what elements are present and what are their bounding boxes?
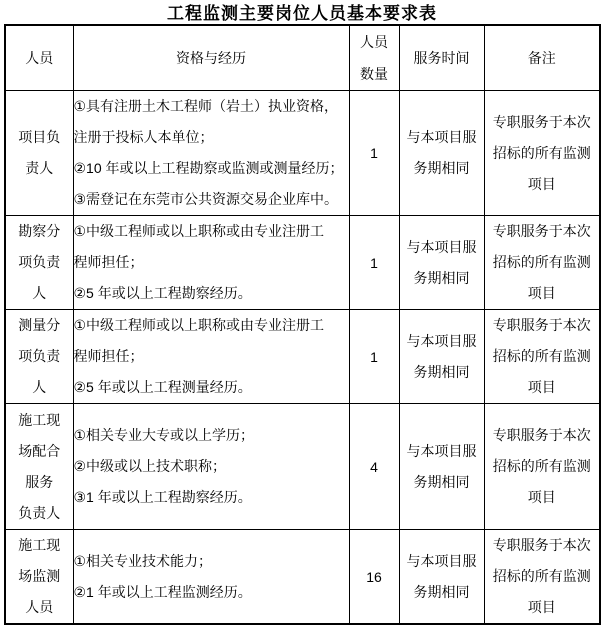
- cell-text-line: 务期相同: [413, 269, 470, 286]
- cell-text-line: 与本项目服: [406, 552, 477, 569]
- cell-text-line: 务期相同: [413, 473, 470, 490]
- note-cell: [484, 216, 600, 310]
- cell-text-line: 负责人: [18, 504, 61, 521]
- cell-text-line: ①具有注册土木工程师（岩土）执业资格，: [73, 98, 339, 114]
- person-cell: [5, 91, 73, 216]
- note-cell: [484, 91, 600, 216]
- qualifications-cell: [73, 216, 349, 310]
- count-cell: 4: [349, 404, 399, 530]
- cell-text-line: ③需登记在东莞市公共资源交易企业库中。: [73, 191, 339, 207]
- count-cell: 1: [349, 310, 399, 404]
- header-note: 备注: [484, 25, 600, 91]
- person-cell: [5, 404, 73, 530]
- cell-text-line: 人员: [25, 599, 54, 615]
- cell-text-line: 场监测: [18, 568, 61, 584]
- cell-text-line: 与本项目服: [406, 332, 477, 349]
- cell-text-line: 项目: [527, 175, 556, 192]
- cell-text-line: 务期相同: [413, 583, 470, 600]
- header-count: [349, 25, 399, 91]
- cell-text-line: ①中级工程师或以上职称或由专业注册工: [73, 317, 325, 333]
- service-time-cell: [399, 216, 484, 310]
- page-title: 工程监测主要岗位人员基本要求表: [167, 4, 437, 23]
- table-header-row: [5, 25, 600, 91]
- cell-text-line: 人: [32, 379, 47, 395]
- qualifications-cell: [73, 91, 349, 216]
- cell-text-line: 专职服务于本次: [492, 223, 591, 239]
- header-service-time: 服务时间: [399, 25, 484, 91]
- cell-text-line: 专职服务于本次: [492, 113, 591, 130]
- qualifications-cell: [73, 404, 349, 530]
- cell-text-line: ③1 年或以上工程勘察经历。: [73, 489, 252, 505]
- service-time-cell: [399, 404, 484, 530]
- cell-text-line: 人: [32, 285, 47, 301]
- cell-text-line: 数量: [360, 66, 388, 82]
- cell-text-line: 专职服务于本次: [492, 427, 591, 443]
- cell-text-line: 程师担任；: [73, 348, 144, 364]
- person-cell: [5, 216, 73, 310]
- note-cell: [484, 404, 600, 530]
- cell-text-line: 注册于投标人本单位；: [73, 129, 214, 145]
- cell-text-line: 人员: [360, 34, 388, 50]
- cell-text-line: 招标的所有监测: [492, 254, 591, 270]
- person-cell: [5, 530, 73, 625]
- cell-text-line: 施工现: [18, 411, 61, 428]
- cell-text-line: 场配合: [18, 442, 61, 459]
- cell-text-line: 程师担任；: [73, 254, 144, 270]
- cell-text-line: ②5 年或以上工程测量经历。: [73, 379, 252, 395]
- cell-text-line: 项目: [527, 379, 556, 395]
- cell-text-line: ②1 年或以上工程监测经历。: [73, 583, 252, 600]
- cell-text-line: 招标的所有监测: [492, 458, 591, 474]
- count-cell: 1: [349, 91, 399, 216]
- cell-text-line: 招标的所有监测: [492, 568, 591, 584]
- table-row-survey-sub-leader: [5, 216, 600, 310]
- cell-text-line: 责人: [25, 160, 54, 176]
- cell-text-line: ①相关专业大专或以上学历；: [73, 427, 255, 443]
- table-row-site-monitor-staff: [5, 530, 600, 625]
- header-qualifications: 资格与经历: [73, 25, 349, 91]
- cell-text-line: 与本项目服: [406, 238, 477, 255]
- cell-text-line: ②中级或以上技术职称；: [73, 458, 227, 474]
- cell-text-line: ①中级工程师或以上职称或由专业注册工: [73, 223, 325, 239]
- count-cell: 1: [349, 216, 399, 310]
- table-row-measure-sub-leader: [5, 310, 600, 404]
- cell-text-line: 测量分: [18, 317, 61, 333]
- cell-text-line: 项负责: [18, 348, 61, 364]
- cell-text-line: 招标的所有监测: [492, 348, 591, 364]
- cell-text-line: 项目: [527, 599, 556, 615]
- cell-text-line: 专职服务于本次: [492, 317, 591, 333]
- cell-text-line: 与本项目服: [406, 442, 477, 459]
- cell-text-line: 项目: [527, 489, 556, 505]
- table-row-site-support-leader: [5, 404, 600, 530]
- header-person: 人员: [5, 25, 73, 91]
- cell-text-line: 勘察分: [18, 223, 61, 239]
- cell-text-line: 与本项目服: [406, 129, 477, 145]
- qualifications-cell: [73, 530, 349, 625]
- service-time-cell: [399, 530, 484, 625]
- count-cell: 16: [349, 530, 399, 625]
- cell-text-line: 施工现: [18, 537, 61, 553]
- cell-text-line: 项目: [527, 285, 556, 301]
- person-cell: [5, 310, 73, 404]
- cell-text-line: 项负责: [18, 254, 61, 270]
- cell-text-line: ②5 年或以上工程勘察经历。: [73, 285, 252, 301]
- cell-text-line: 服务: [25, 473, 54, 490]
- service-time-cell: [399, 310, 484, 404]
- note-cell: [484, 530, 600, 625]
- note-cell: [484, 310, 600, 404]
- qualifications-cell: [73, 310, 349, 404]
- cell-text-line: 务期相同: [413, 160, 470, 176]
- cell-text-line: 务期相同: [413, 363, 470, 380]
- cell-text-line: ②10 年或以上工程勘察或监测或测量经历；: [73, 160, 344, 176]
- cell-text-line: 专职服务于本次: [492, 537, 591, 553]
- service-time-cell: [399, 91, 484, 216]
- personnel-requirements-table: [4, 24, 601, 625]
- cell-text-line: 项目负: [18, 129, 61, 145]
- table-row-project-leader: [5, 91, 600, 216]
- cell-text-line: 招标的所有监测: [492, 144, 591, 161]
- cell-text-line: ①相关专业技术能力；: [73, 552, 213, 569]
